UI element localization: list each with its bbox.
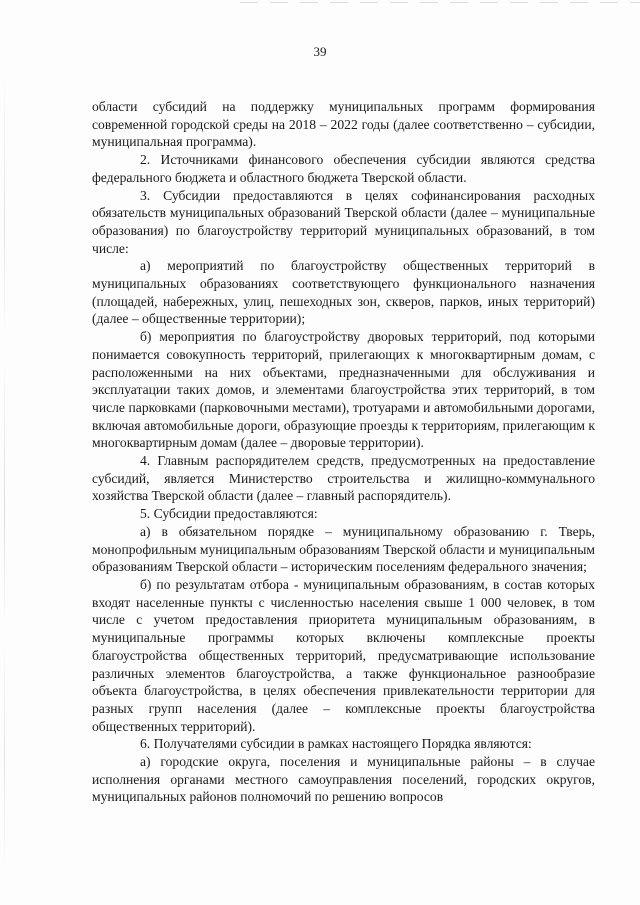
paragraph-item-3a: а) мероприятий по благоустройству общественных территорий в муниципальных образованиях соответствующего функционального назначения (площадей, набережных, улиц, пешеходных зон, скверов, парков, иных территорий) (далее – общественные территории);	[92, 258, 595, 327]
paragraph-item-6a: а) городские округа, поселения и муниципальные районы – в случае исполнения органами местного самоуправления поселений, городских округов, муниципальных районов полномочий по решению вопросов	[92, 754, 595, 805]
document-body	[92, 98, 595, 806]
paragraph-item-3: 3. Субсидии предоставляются в целях софинансирования расходных обязательств муниципальных образований Тверской области (далее – муниципальные образования) по благоустройству территорий муниципальных образований, в том числе:	[92, 187, 595, 256]
paragraph-item-6: 6. Получателями субсидии в рамках настоящего Порядка являются:	[140, 736, 532, 752]
scan-artifact-top	[240, 2, 640, 3]
paragraph-item-5a: а) в обязательном порядке – муниципальному образованию г. Тверь, монопрофильным муниципальным образованиям Тверской области и муниципальным образованиям Тверской области – историческим поселениям федерального значения;	[92, 523, 595, 575]
scan-artifact-left	[4, 60, 5, 880]
paragraph-item-2: 2. Источниками финансового обеспечения субсидии являются средства федерального бюджета и областного бюджета Тверской области.	[92, 152, 595, 185]
paragraph-item-5: 5. Субсидии предоставляются:	[140, 506, 318, 522]
paragraph-item-4: 4. Главным распорядителем средств, предусмотренных на предоставление субсидий, является Министерство строительства и жилищно-коммунального хозяйства Тверской области (далее – главный распорядитель).	[92, 453, 595, 504]
page-number: 39	[313, 44, 327, 59]
paragraph-continuation: области субсидий на поддержку муниципальных программ формирования современной городской среды на 2018 – 2022 годы (далее соответственно – субсидии, муниципальная программа).	[92, 99, 595, 150]
paragraph-item-3b: б) мероприятия по благоустройству дворовых территорий, под которыми понимается совокупность территорий, прилегающих к многоквартирным домам, с расположенными на них объектами, предназначенными для обслуживания и эксплуатации таких домов, и элементами благоустройства этих территорий, в том числе парковками (парковочными местами), тротуарами и автомобильными дорогами, включая автомобильные дороги, образующие проезды к территориям, прилегающим к многоквартирным домам (далее – дворовые территории).	[92, 329, 595, 451]
paragraph-item-5b: б) по результатам отбора - муниципальным образованиям, в состав которых входят населенные пункты с численностью населения свыше 1 000 человек, в том числе с учетом предоставления приоритета муниципальным образованиям, в муниципальные программы которых включены комплексные проекты благоустройства общественных территорий, предусматривающие использование различных элементов благоустройства, а также функциональное разнообразие объекта благоустройства, в целях обеспечения привлекательности территории для разных групп населения (далее – комплексные проекты благоустройства общественных территорий).	[92, 576, 595, 734]
